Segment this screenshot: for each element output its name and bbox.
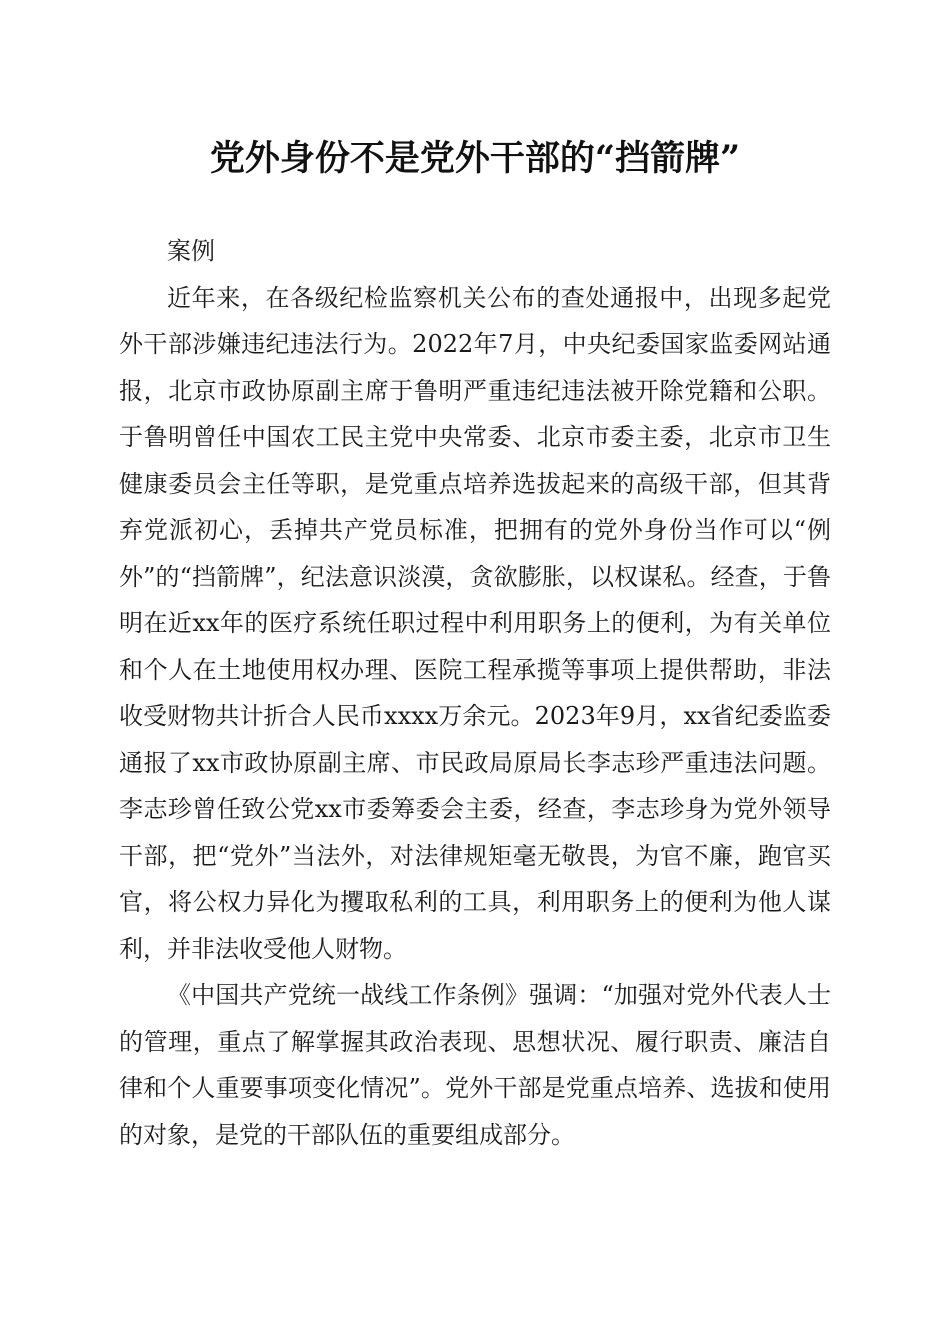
document-body — [119, 228, 831, 1158]
paragraph-regulation: 《中国共产党统一战线工作条例》强调：“加强对党外代表人士的管理，重点了解掌握其政治表现、思想状况、履行职责、廉洁自律和个人重要事项变化情况”。党外干部是党重点培养、选拔和使用的对象，是党的干部队伍的重要组成部分。 — [119, 981, 831, 1149]
paragraph-case-description: 近年来，在各级纪检监察机关公布的查处通报中，出现多起党外干部涉嫌违纪违法行为。2022年7月，中央纪委国家监委网站通报，北京市政协原副主席于鲁明严重违纪违法被开除党籍和公职。于鲁明曾任中国农工民主党中央常委、北京市委主委，北京市卫生健康委员会主任等职，是党重点培养选拔起来的高级干部，但其背弃党派初心，丢掉共产党员标准，把拥有的党外身份当作可以“例外”的“挡箭牌”，纪法意识淡漠，贪欲膨胀，以权谋私。经查，于鲁明在近xx年的医疗系统任职过程中利用职务上的便利，为有关单位和个人在土地使用权办理、医院工程承揽等事项上提供帮助，非法收受财物共计折合人民币xxxx万余元。2023年9月，xx省纪委监委通报了xx市政协原副主席、市民政局原局长李志珍严重违法问题。李志珍曾任致公党xx市委筹委会主委，经查，李志珍身为党外领导干部，把“党外”当法外，对法律规矩毫无敬畏，为官不廉，跑官买官，将公权力异化为攫取私利的工具，利用职务上的便利为他人谋利，并非法收受他人财物。 — [119, 283, 831, 963]
paragraph-heading-case: 案例 — [167, 237, 215, 265]
page-title: 党外身份不是党外干部的“挡箭牌” — [209, 138, 741, 179]
